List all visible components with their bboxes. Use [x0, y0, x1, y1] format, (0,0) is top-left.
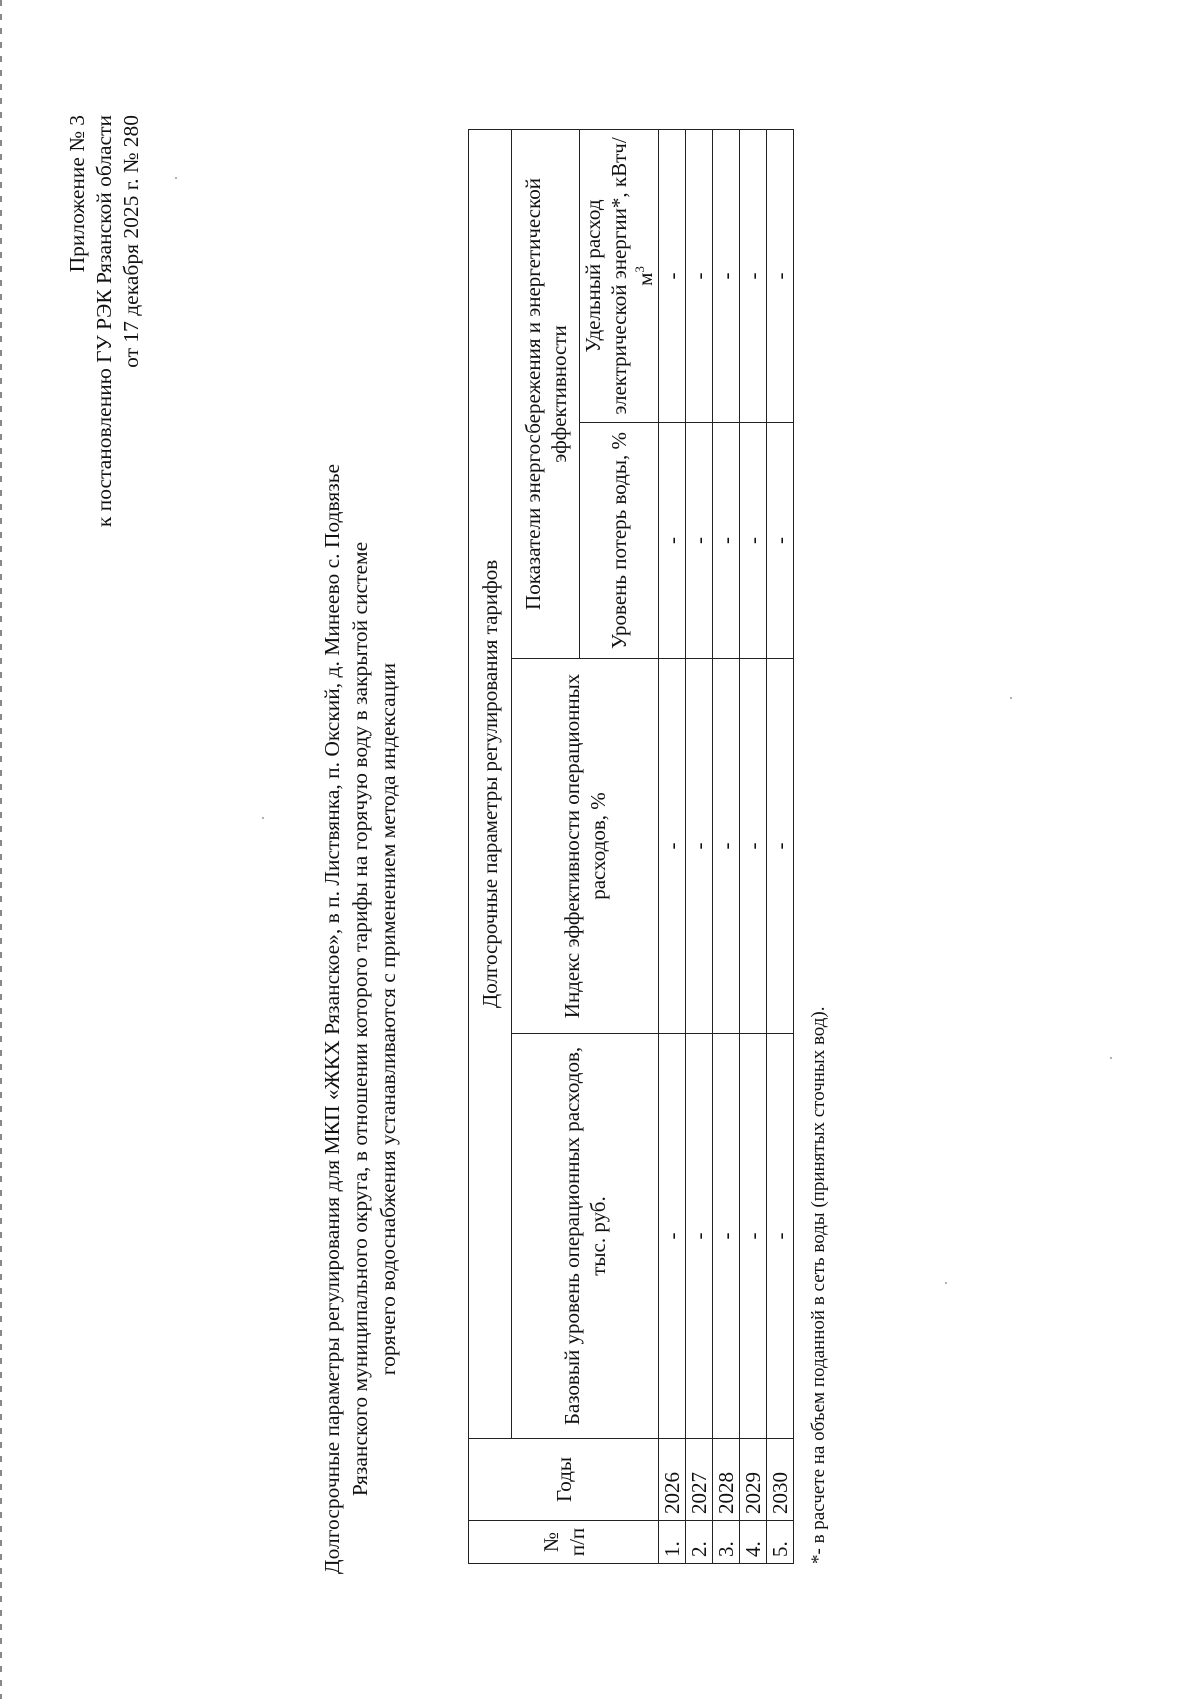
cell-year: 2030 [767, 1439, 794, 1521]
cell-loss: - [740, 423, 767, 659]
cell-base: - [740, 1034, 767, 1439]
scan-speck [1110, 1057, 1112, 1059]
cell-year: 2026 [659, 1439, 686, 1521]
scan-speck [175, 177, 177, 179]
cell-num: 5. [767, 1521, 794, 1564]
cell-index: - [767, 659, 794, 1034]
cell-energy: - [713, 129, 740, 422]
cell-base: - [713, 1034, 740, 1439]
cell-energy: - [659, 129, 686, 422]
cell-year: 2027 [686, 1439, 713, 1521]
cell-num: 1. [659, 1521, 686, 1564]
header-number: № п/п [469, 1521, 659, 1564]
cell-num: 3. [713, 1521, 740, 1564]
cell-index: - [740, 659, 767, 1034]
header-energy-text: Удельный расход электрической энергии*, кВтч/м [581, 137, 657, 415]
cell-year: 2029 [740, 1439, 767, 1521]
appendix-number: Приложение № 3 [65, 115, 89, 273]
header-efficiency-index: Индекс эффективности операционных расходов, % [512, 659, 659, 1034]
cell-index: - [659, 659, 686, 1034]
cell-loss: - [686, 423, 713, 659]
cell-num: 2. [686, 1521, 713, 1564]
cell-index: - [713, 659, 740, 1034]
cell-base: - [767, 1034, 794, 1439]
cell-energy: - [740, 129, 767, 422]
footnote: *- в расчете на объем поданной в сеть воды (принятых сточных вод). [808, 1006, 829, 1564]
cell-loss: - [767, 423, 794, 659]
cell-base: - [686, 1034, 713, 1439]
table-row [767, 129, 794, 1563]
title-line-2: Рязанского муниципального округа, в отношении которого тарифы на горячую воду в закрытой системе [348, 541, 372, 1497]
title-line-1: Долгосрочные параметры регулирования для МКП «ЖКХ Рязанское», в п. Листвянка, п. Окский, д. Минеево с. Подвязье [320, 463, 344, 1575]
table-row [659, 129, 686, 1563]
header-energy-indicators: Показатели энергосбережения и энергетической эффективности [512, 129, 580, 658]
scan-speck [262, 817, 264, 819]
scan-speck [1010, 697, 1012, 699]
cell-year: 2028 [713, 1439, 740, 1521]
parameters-table [468, 129, 794, 1564]
cell-base: - [659, 1034, 686, 1439]
cell-index: - [686, 659, 713, 1034]
header-energy-unit-sup: 3 [632, 266, 647, 273]
cell-loss: - [659, 423, 686, 659]
cell-loss: - [713, 423, 740, 659]
cell-num: 4. [740, 1521, 767, 1564]
table-row [740, 129, 767, 1563]
scan-speck [945, 1282, 947, 1284]
title-line-3: горячего водоснабжения устанавливаются с применением метода индексации [376, 662, 400, 1376]
cell-energy: - [767, 129, 794, 422]
table-row [713, 129, 740, 1563]
header-long-term-params: Долгосрочные параметры регулирования тарифов [469, 129, 512, 1438]
appendix-resolution: к постановлению ГУ РЭК Рязанской области [92, 115, 116, 528]
document-title [318, 339, 402, 1699]
appendix-block [64, 115, 145, 527]
header-base-opex: Базовый уровень операционных расходов, тыс. руб. [512, 1034, 659, 1439]
table-row [686, 129, 713, 1563]
cell-energy: - [686, 129, 713, 422]
header-years: Годы [469, 1439, 659, 1521]
appendix-date: от 17 декабря 2025 г. № 280 [119, 115, 143, 368]
header-energy-consumption [580, 129, 659, 422]
header-water-loss: Уровень потерь воды, % [580, 423, 659, 659]
